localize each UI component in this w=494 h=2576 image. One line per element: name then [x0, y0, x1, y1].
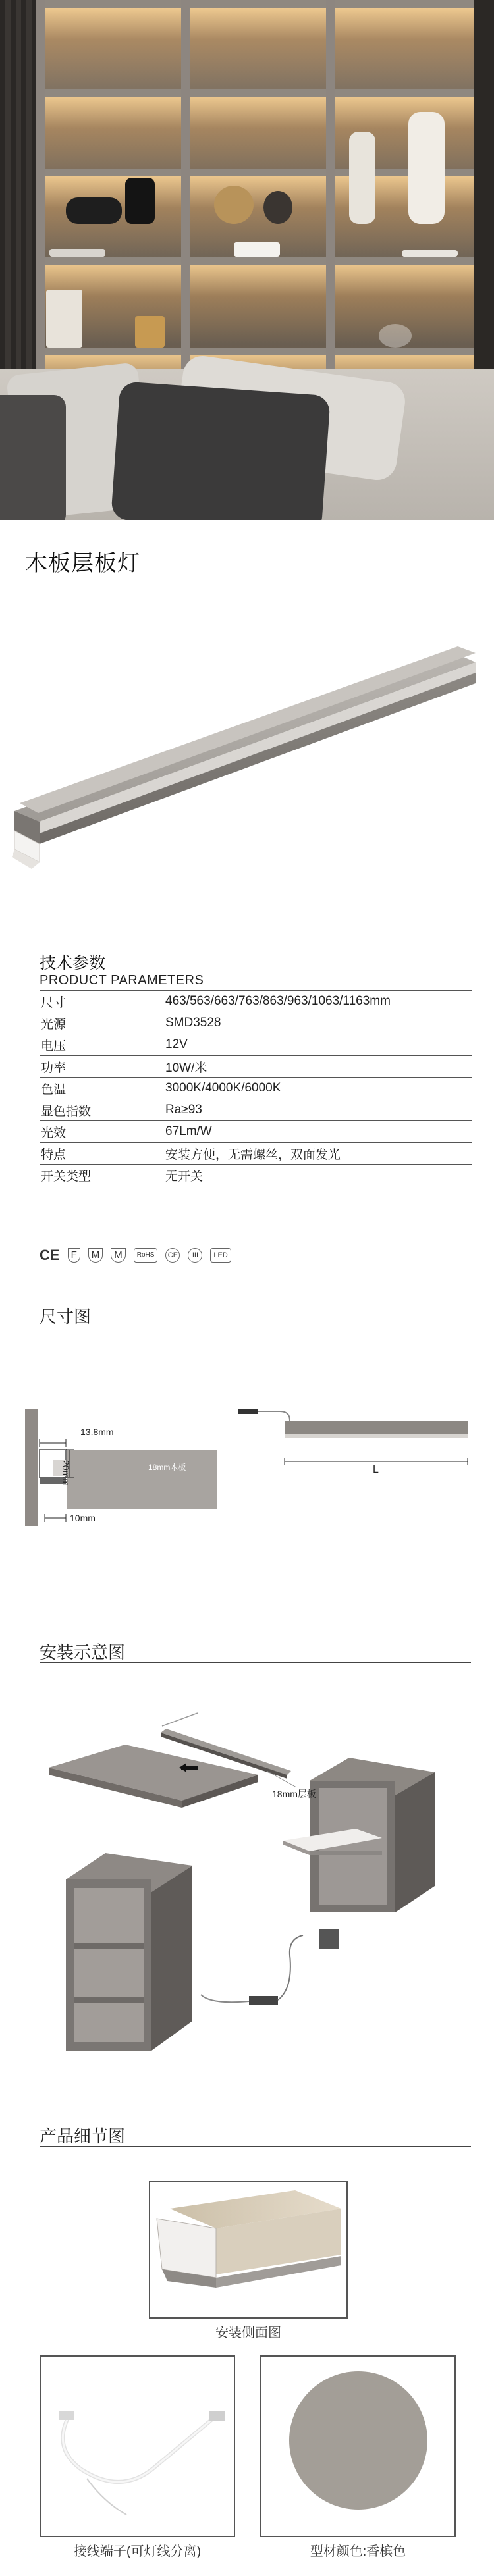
table-row	[40, 1056, 472, 1078]
champagne-color-swatch	[289, 2371, 427, 2510]
ce-mark-icon: CE	[40, 1247, 60, 1263]
params-table	[40, 990, 472, 1186]
param-label: 光源	[41, 1017, 67, 1032]
table-row	[40, 1165, 472, 1186]
dimension-width-bottom: 10mm	[70, 1513, 96, 1523]
table-row	[40, 1012, 472, 1034]
pillow	[111, 381, 331, 520]
color-panel	[260, 2355, 456, 2537]
dimensions-title: 尺寸图	[40, 1307, 92, 1327]
pillow	[0, 395, 66, 520]
certification-icons	[40, 1246, 231, 1265]
side-detail-image	[150, 2182, 346, 2317]
table-row	[40, 1121, 472, 1143]
param-label: 功率	[41, 1061, 67, 1075]
param-label: 光效	[41, 1126, 67, 1140]
led-icon: LED	[210, 1248, 231, 1263]
param-label: 显色指数	[41, 1104, 92, 1118]
connector-caption: 接线端子(可灯线分离)	[73, 2544, 202, 2559]
details-title: 产品细节图	[40, 2126, 126, 2146]
connector-image	[41, 2357, 234, 2536]
install-title: 安装示意图	[40, 1643, 126, 1662]
install-diagram	[0, 1672, 494, 2120]
param-value: 安装方便，无需螺丝，双面发光	[165, 1147, 341, 1162]
section-divider	[40, 2146, 471, 2147]
color-caption: 型材颜色:香槟色	[310, 2544, 406, 2559]
param-value: 12V	[165, 1038, 188, 1051]
dimension-width-top: 13.8mm	[80, 1427, 114, 1437]
mm-mark-icon: M	[111, 1248, 126, 1263]
install-board-label: 18mm层板	[272, 1789, 316, 1799]
table-row	[40, 1078, 472, 1099]
hero-image	[0, 0, 494, 520]
dimension-height: 20mm	[61, 1460, 71, 1486]
param-label: 色温	[41, 1082, 67, 1097]
product-render	[0, 599, 494, 882]
param-value: Ra≥93	[165, 1103, 202, 1117]
param-value: 67Lm/W	[165, 1124, 212, 1138]
table-row	[40, 1099, 472, 1121]
param-value: SMD3528	[165, 1016, 221, 1030]
side-detail-panel	[149, 2181, 348, 2319]
param-value: 463/563/663/763/863/963/1063/1163mm	[165, 994, 391, 1008]
table-row	[40, 991, 472, 1012]
product-title: 木板层板灯	[25, 551, 140, 576]
f-mark-icon: F	[68, 1248, 80, 1263]
table-row	[40, 1034, 472, 1056]
table-row	[40, 1143, 472, 1165]
dimension-drawing	[0, 1396, 494, 1547]
class-iii-icon: III	[188, 1248, 202, 1263]
param-label: 尺寸	[41, 995, 67, 1010]
param-label: 特点	[41, 1147, 67, 1162]
connector-panel	[40, 2355, 235, 2537]
param-value: 10W/米	[165, 1061, 207, 1075]
section-divider	[40, 1662, 471, 1663]
length-label: L	[373, 1464, 379, 1475]
param-label: 电压	[41, 1039, 67, 1053]
m-mark-icon: M	[88, 1248, 103, 1263]
board-label: 18mm木板	[148, 1463, 186, 1472]
rohs-icon: RoHS	[134, 1248, 158, 1263]
param-label: 开关类型	[41, 1169, 92, 1184]
side-detail-caption: 安装侧面图	[215, 2326, 281, 2340]
ce-circle-icon: CE	[165, 1248, 180, 1263]
param-value: 无开关	[165, 1169, 204, 1184]
param-value: 3000K/4000K/6000K	[165, 1081, 281, 1095]
params-subtitle: PRODUCT PARAMETERS	[40, 973, 204, 987]
params-title: 技术参数	[40, 954, 106, 972]
